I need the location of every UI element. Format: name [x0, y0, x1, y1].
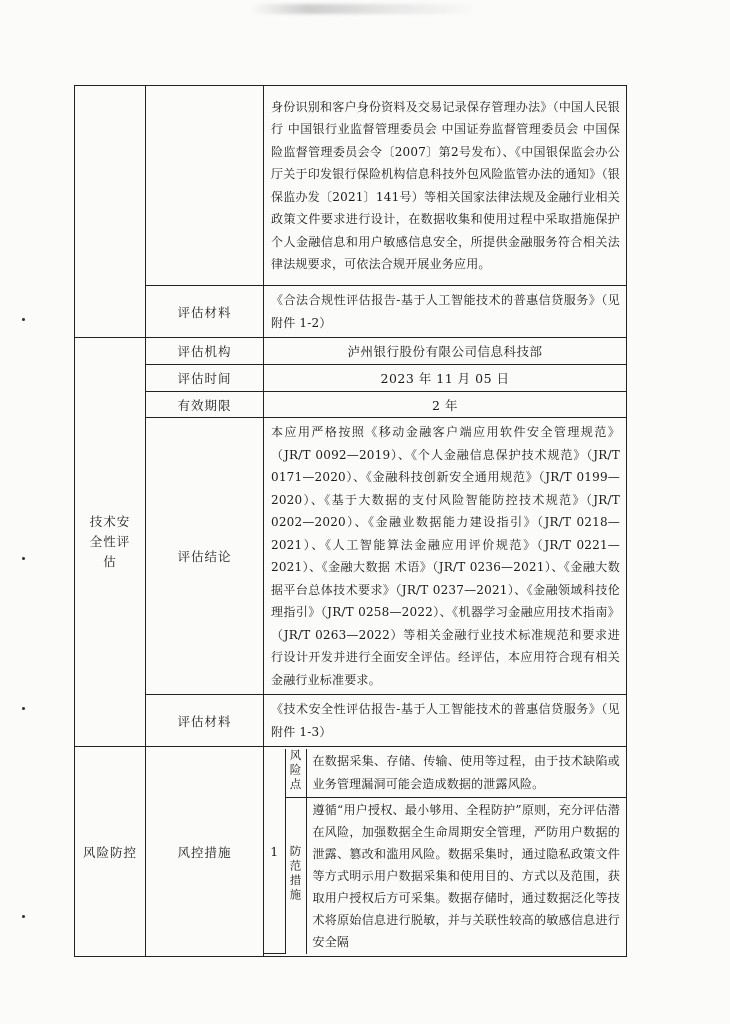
tech-security-category [75, 338, 146, 747]
tech-time-value: 2023 年 11 月 05 日 [264, 365, 627, 392]
scan-speck [22, 915, 25, 918]
tech-conclusion-value: 本应用严格按照《移动金融客户端应用软件安全管理规范》（JR/T 0092—2019）、《个人金融信息保护技术规范》（JR/T 0171—2020）、《金融科技创新安全通用规范》（JR/T 0199—2020）、《基于大数据的支付风险智能防控技术规范》（JR/T 0202—2020）、《金融业数据能力建设指引》（JR/T 0218—2021）、《人工智能算法金融应用评价规范》（JR/T 0221—2021）、《金融大数据 术语》（JR/T 0236—2021）、《金融大数据平台总体技术要求》（JR/T 0237—2021）、《金融领域科技伦理指引》（JR/T 0258—2022）、《机器学习金融应用技术指南》（JR/T 0263—2022）等相关金融行业技术标准规范和要求进行设计开发并进行全面安全评估。经评估，本应用符合现有相关金融行业标准要求。 [271, 425, 620, 687]
tech-validity-row [75, 392, 627, 418]
risk-point-row [264, 749, 626, 797]
risk-control-row [75, 747, 627, 957]
tech-security-category-text: 技术安全性评估 [89, 514, 131, 569]
tech-org-value: 泸州银行股份有限公司信息科技部 [264, 338, 627, 365]
scan-speck [22, 318, 25, 321]
tech-conclusion-row [75, 418, 627, 695]
tech-material-value: 《技术安全性评估报告-基于人工智能技术的普惠信贷服务》（见附件 1-3） [271, 702, 620, 739]
risk-category: 风险防控 [75, 747, 146, 957]
tech-conclusion-label: 评估结论 [146, 418, 264, 695]
compliance-material-row [75, 286, 627, 338]
risk-point-label: 风险点 [288, 749, 303, 793]
risk-detail-cell [264, 747, 627, 957]
tech-time-row [75, 365, 627, 392]
risk-measure-label-cell [285, 797, 306, 954]
risk-subcategory: 风控措施 [146, 747, 264, 957]
risk-point-label-cell [285, 749, 306, 797]
compliance-material-value: 《合法合规性评估报告-基于人工智能技术的普惠信贷服务》（见附件 1-2） [271, 293, 620, 330]
tech-org-row [75, 338, 627, 365]
compliance-continuation-row [75, 86, 627, 286]
evaluation-table [74, 85, 627, 957]
tech-validity-value: 2 年 [264, 392, 627, 418]
tech-material-label: 评估材料 [146, 695, 264, 747]
blank-category-cell [75, 86, 146, 338]
scan-smudge [250, 4, 480, 14]
compliance-conclusion-text: 身份识别和客户身份资料及交易记录保存管理办法》（中国人民银行 中国银行业监督管理委员会 中国证券监督管理委员会 中国保险监督管理委员会令〔2007〕第2号发布）、《中国银保监会办公厅关于印发银行保险机构信息科技外包风险监管办法的通知》（银保监办发〔2021〕141号）等相关国家法律法规及金融行业相关政策文件要求进行设计，在数据收集和使用过程中采取措施保护个人金融信息和用户敏感信息安全，所提供金融服务符合相关法律法规要求，可依法合规开展业务应用。 [271, 99, 620, 271]
risk-detail-table [264, 749, 626, 954]
tech-material-row [75, 695, 627, 747]
risk-item-number: 1 [264, 749, 285, 954]
scan-speck [22, 557, 25, 560]
risk-measure-label: 防范措施 [288, 844, 303, 903]
risk-measure-row [264, 797, 626, 954]
tech-validity-label: 有效期限 [146, 392, 264, 418]
risk-point-value: 在数据采集、存储、传输、使用等过程，由于技术缺陷或业务管理漏洞可能会造成数据的泄露风险。 [312, 754, 620, 791]
scan-speck [22, 707, 25, 710]
blank-label-cell [146, 86, 264, 286]
tech-time-label: 评估时间 [146, 365, 264, 392]
risk-measure-value: 遵循“用户授权、最小够用、全程防护”原则，充分评估潜在风险，加强数据全生命周期安全管理，严防用户数据的泄露、篡改和滥用风险。数据采集时，通过隐私政策文件等方式明示用户数据采集和使用目的、方式以及范围，获取用户授权后方可采集。数据存储时，通过数据泛化等技术将原始信息进行脱敏，并与关联性较高的敏感信息进行安全隔 [312, 802, 620, 949]
compliance-conclusion-cell [264, 86, 627, 286]
tech-org-label: 评估机构 [146, 338, 264, 365]
compliance-material-label: 评估材料 [146, 286, 264, 338]
